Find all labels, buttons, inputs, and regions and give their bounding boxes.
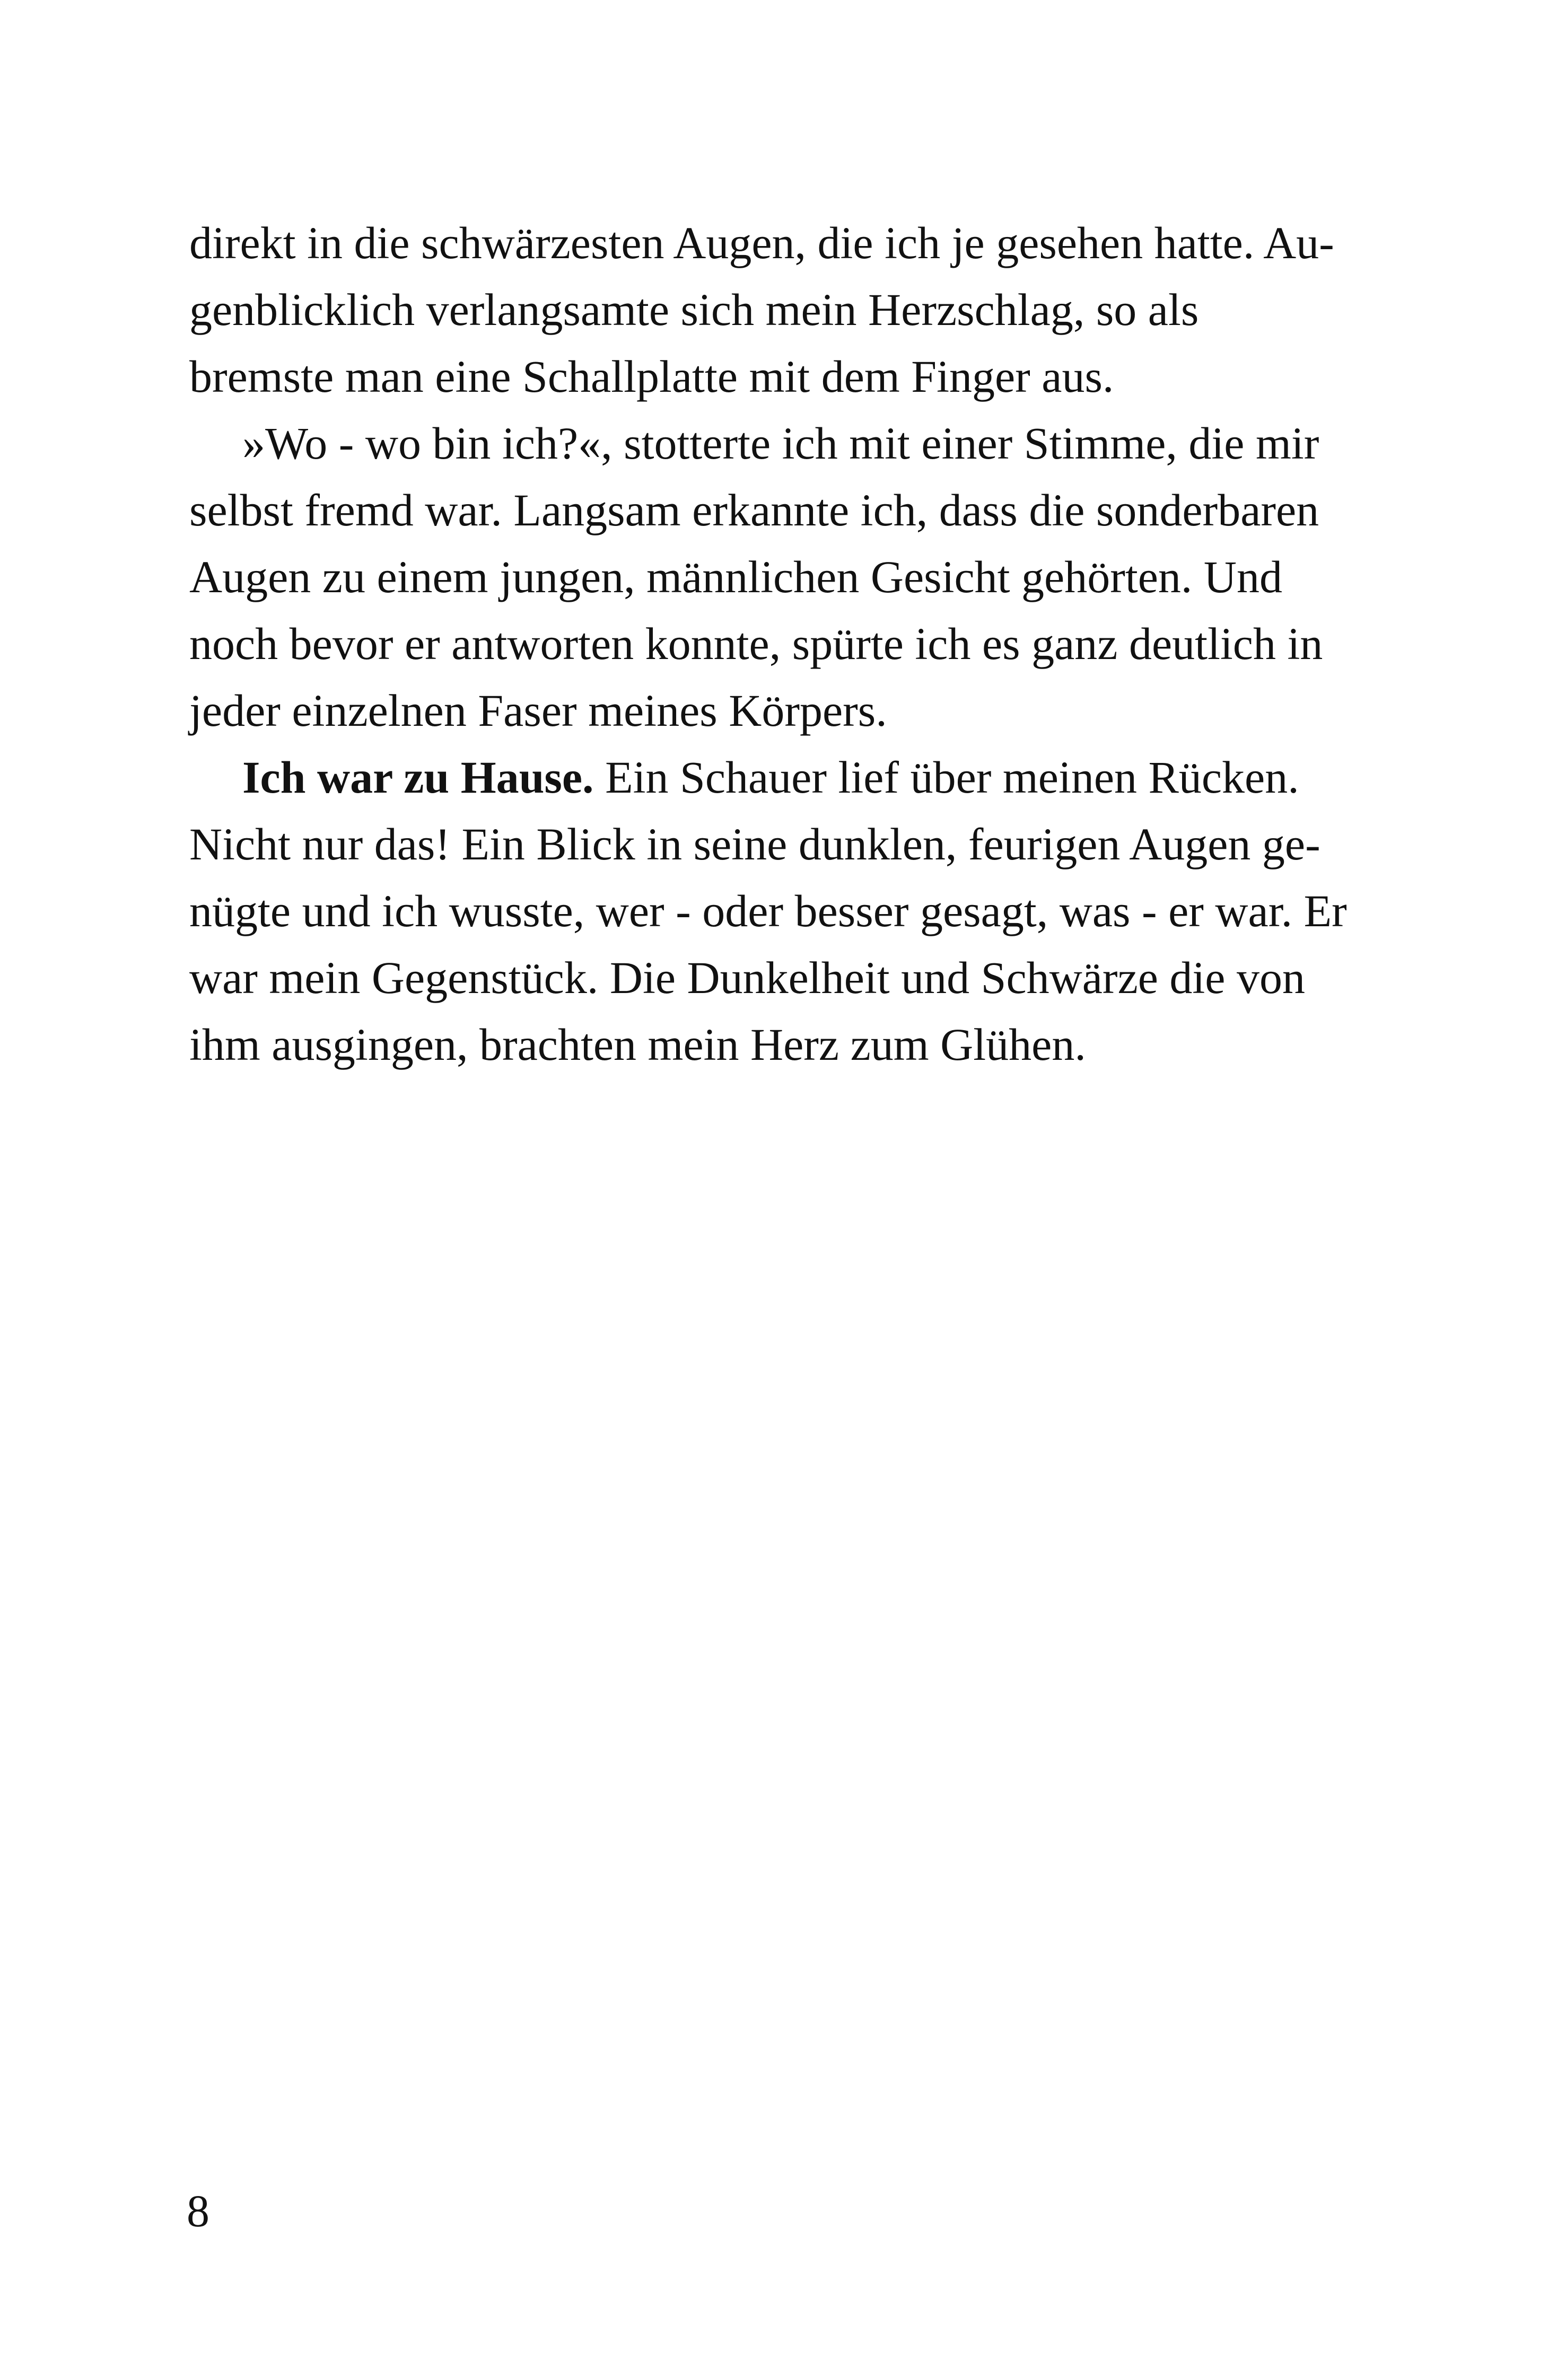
text-line: genblicklich verlangsamte sich mein Herzschlag, so als	[189, 284, 1199, 335]
text-line: bremste man eine Schallplatte mit dem Finger aus.	[189, 351, 1114, 402]
text-line-rest: Ein Schauer lief über meinen Rücken.	[593, 752, 1299, 803]
bold-phrase: Ich war zu Hause.	[242, 752, 594, 803]
text-line: selbst fremd war. Langsam erkannte ich, dass die sonderbaren	[189, 485, 1319, 535]
text-line: jeder einzelnen Faser meines Körpers.	[189, 685, 887, 736]
text-line: ihm ausgingen, brachten mein Herz zum Glühen.	[189, 1019, 1086, 1070]
text-line: Augen zu einem jungen, männlichen Gesicht gehörten. Und	[189, 551, 1283, 602]
text-line: Nicht nur das! Ein Blick in seine dunklen, feurigen Augen ge-	[189, 819, 1320, 870]
body-text	[189, 209, 1383, 1078]
page-number: 8	[187, 2185, 209, 2236]
text-line: nügte und ich wusste, wer - oder besser gesagt, was - er war. Er	[189, 885, 1347, 936]
text-line: direkt in die schwärzesten Augen, die ich je gesehen hatte. Au-	[189, 217, 1334, 268]
text-line	[189, 744, 1383, 811]
text-line: war mein Gegenstück. Die Dunkelheit und Schwärze die von	[189, 952, 1305, 1003]
text-line: »Wo - wo bin ich?«, stotterte ich mit einer Stimme, die mir	[242, 418, 1319, 469]
text-line: noch bevor er antworten konnte, spürte ich es ganz deutlich in	[189, 618, 1323, 669]
